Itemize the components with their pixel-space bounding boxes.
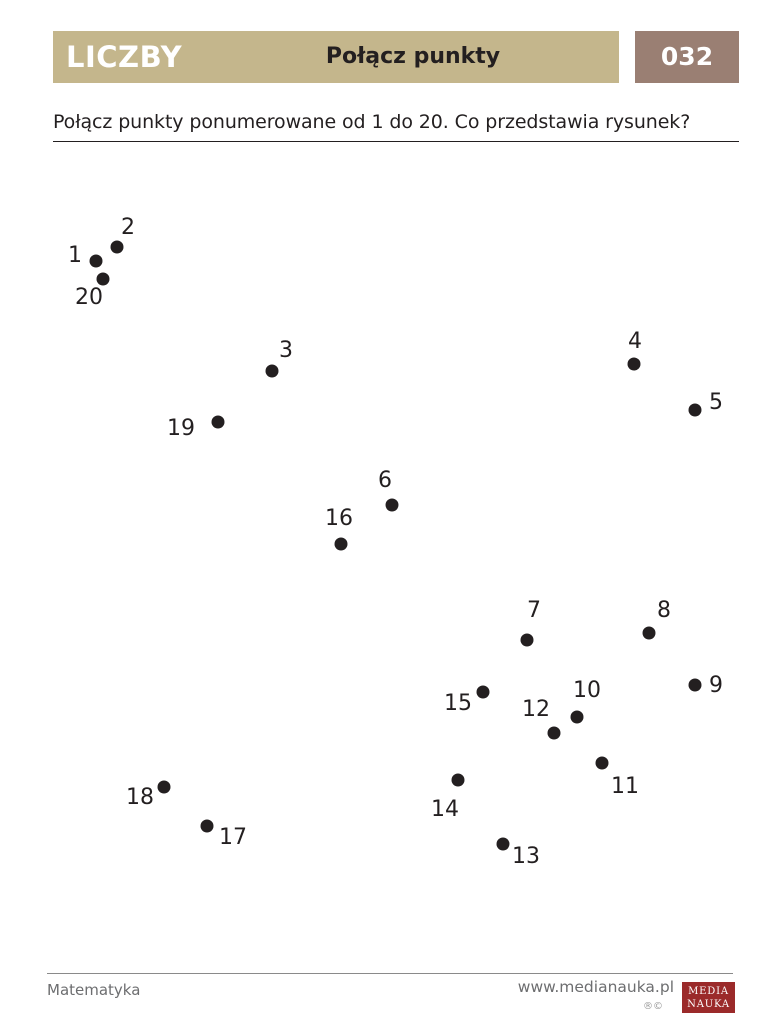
logo-text-bottom: NAUKA [687, 999, 730, 1010]
dot-label-3: 3 [279, 338, 293, 363]
dot-4 [628, 358, 641, 371]
dot-19 [212, 416, 225, 429]
footer-divider [47, 973, 733, 974]
logo-text-top: MEDIA [688, 986, 729, 997]
dot-label-2: 2 [121, 215, 135, 240]
dot-label-7: 7 [527, 598, 541, 623]
category-label: LICZBY [66, 40, 183, 74]
dot-label-6: 6 [378, 468, 392, 493]
dot-label-4: 4 [628, 329, 642, 354]
dot-label-12: 12 [522, 697, 550, 722]
dot-18 [158, 781, 171, 794]
dot-label-10: 10 [573, 678, 601, 703]
dot-9 [689, 679, 702, 692]
dot-2 [111, 241, 124, 254]
dot-1 [90, 255, 103, 268]
dot-16 [335, 538, 348, 551]
exercise-title: Połącz punkty [325, 44, 501, 69]
dot-7 [521, 634, 534, 647]
dot-label-18: 18 [126, 785, 154, 810]
dot-label-20: 20 [75, 285, 103, 310]
footer-subject: Matematyka [47, 981, 141, 999]
instruction-text: Połącz punkty ponumerowane od 1 do 20. Co przedstawia rysunek? [53, 111, 691, 133]
dot-label-5: 5 [709, 390, 723, 415]
dot-3 [266, 365, 279, 378]
dot-12 [548, 727, 561, 740]
dot-label-14: 14 [431, 797, 459, 822]
dot-8 [643, 627, 656, 640]
footer-website-link[interactable]: www.medianauka.pl [517, 978, 674, 996]
dot-14 [452, 774, 465, 787]
dot-10 [571, 711, 584, 724]
dot-15 [477, 686, 490, 699]
dot-label-8: 8 [657, 598, 671, 623]
dot-label-1: 1 [68, 243, 82, 268]
dot-label-19: 19 [167, 416, 195, 441]
dot-11 [596, 757, 609, 770]
dot-5 [689, 404, 702, 417]
dot-17 [201, 820, 214, 833]
dot-label-17: 17 [219, 825, 247, 850]
dot-label-13: 13 [512, 844, 540, 869]
sheet-number-badge: 032 [635, 31, 739, 83]
dot-13 [497, 838, 510, 851]
dot-label-9: 9 [709, 673, 723, 698]
media-nauka-logo [682, 982, 735, 1013]
trademark-marks: ®© [643, 1001, 663, 1012]
dot-20 [97, 273, 110, 286]
dot-label-11: 11 [611, 774, 639, 799]
dot-label-15: 15 [444, 691, 472, 716]
dot-6 [386, 499, 399, 512]
dot-label-16: 16 [325, 506, 353, 531]
